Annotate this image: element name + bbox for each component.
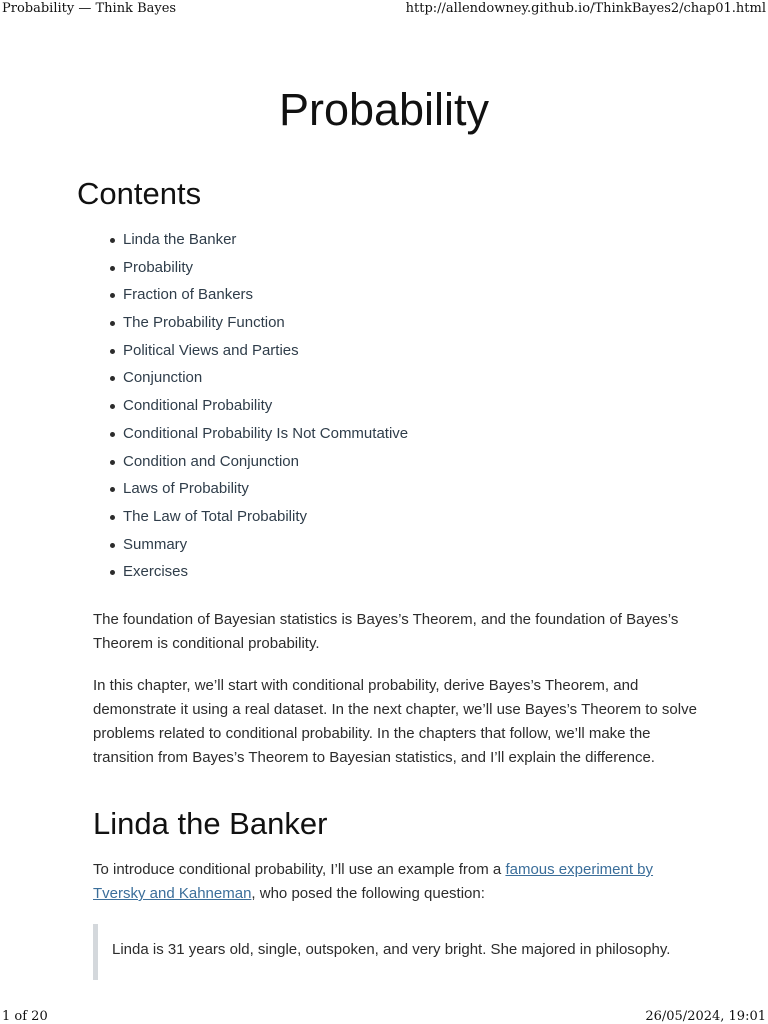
print-footer bbox=[0, 1008, 768, 1024]
linda-intro-text-end: , who posed the following question: bbox=[251, 885, 485, 902]
toc-item-laws-of-probability[interactable]: Laws of Probability bbox=[123, 478, 408, 506]
intro-paragraph-1: The foundation of Bayesian statistics is Bayes’s Theorem, and the foundation of Bayes’s Theorem is conditional probability. bbox=[93, 611, 679, 652]
toc-item-fraction-of-bankers[interactable]: Fraction of Bankers bbox=[123, 284, 408, 312]
toc-item-linda-the-banker[interactable]: Linda the Banker bbox=[123, 229, 408, 257]
toc-item-not-commutative[interactable]: Conditional Probability Is Not Commutative bbox=[123, 423, 408, 451]
toc-item-political-views[interactable]: Political Views and Parties bbox=[123, 340, 408, 368]
famous-experiment-link[interactable]: famous experiment by Tversky and Kahneman bbox=[93, 861, 654, 902]
contents-heading: Contents bbox=[77, 176, 202, 211]
linda-intro-text-start: To introduce conditional probability, I’ll use an example from a bbox=[93, 861, 506, 878]
toc-item-condition-and-conjunction[interactable]: Condition and Conjunction bbox=[123, 451, 408, 479]
print-datetime: 26/05/2024, 19:01 bbox=[645, 1009, 766, 1024]
toc-item-summary[interactable]: Summary bbox=[123, 534, 408, 562]
toc-item-probability[interactable]: Probability bbox=[123, 257, 408, 285]
toc-item-law-of-total-probability[interactable]: The Law of Total Probability bbox=[123, 506, 408, 534]
intro-paragraph-2: In this chapter, we’ll start with conditional probability, derive Bayes’s Theorem, and demonstrate it using a real dataset. In the next chapter, we’ll use Bayes’s Theorem to solve problems related to conditional probability. In the chapters that follow, we’ll make the transition from Bayes’s Theorem to Bayesian statistics, and I’ll explain the difference. bbox=[93, 677, 697, 766]
section-heading-linda: Linda the Banker bbox=[93, 806, 328, 841]
print-header bbox=[0, 0, 768, 18]
toc-item-probability-function[interactable]: The Probability Function bbox=[123, 312, 408, 340]
page-title: Probability bbox=[278, 84, 490, 135]
linda-quote-text: Linda is 31 years old, single, outspoken, and very bright. She majored in philosophy. bbox=[112, 941, 671, 958]
linda-quote bbox=[93, 924, 705, 980]
page-number: 1 of 20 bbox=[2, 1009, 48, 1024]
toc-item-conditional-probability[interactable]: Conditional Probability bbox=[123, 395, 408, 423]
print-header-url: http://allendowney.github.io/ThinkBayes2/chap01.html bbox=[405, 1, 766, 16]
toc-item-exercises[interactable]: Exercises bbox=[123, 561, 408, 589]
toc-item-conjunction[interactable]: Conjunction bbox=[123, 367, 408, 395]
print-header-title: Probability — Think Bayes bbox=[2, 1, 177, 16]
table-of-contents bbox=[123, 229, 408, 589]
linda-intro-paragraph bbox=[93, 858, 705, 906]
